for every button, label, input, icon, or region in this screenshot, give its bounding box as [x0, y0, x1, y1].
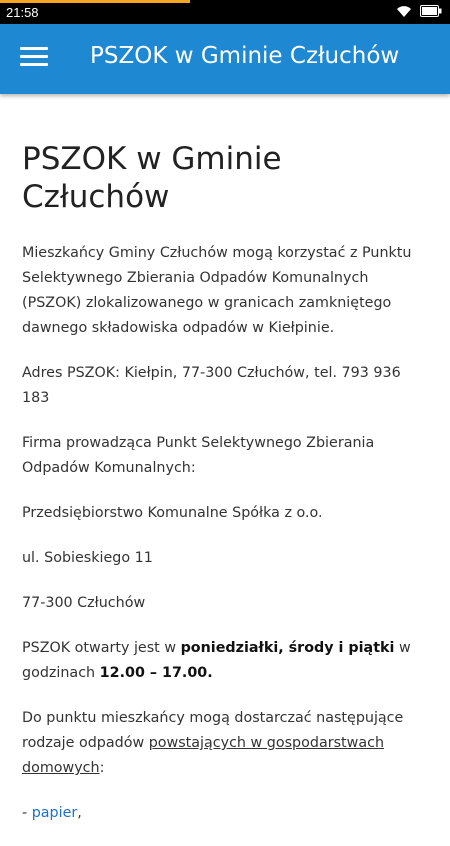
address-paragraph: Adres PSZOK: Kiełpin, 77-300 Człuchów, tel. 793 936 183	[22, 365, 401, 406]
hours-middle: w godzinach	[22, 640, 411, 681]
waste-types-paragraph	[22, 706, 432, 781]
hamburger-menu-icon[interactable]	[20, 44, 50, 74]
status-bar	[0, 0, 450, 24]
list-item-suffix: ,	[77, 805, 82, 821]
wifi-icon	[396, 4, 412, 18]
hours-time: 12.00 – 17.00.	[99, 665, 213, 681]
article-content	[22, 140, 432, 846]
waste-suffix: :	[99, 760, 105, 776]
battery-icon	[420, 5, 442, 17]
status-icons	[396, 4, 442, 18]
company-street: ul. Sobieskiego 11	[22, 550, 153, 566]
hours-days: poniedziałki, środy i piątki	[180, 640, 395, 656]
status-time: 21:58	[6, 5, 39, 20]
list-item	[22, 801, 432, 826]
operator-label: Firma prowadząca Punkt Selektywnego Zbierania Odpadów Komunalnych:	[22, 435, 375, 476]
waste-underlined: powstających w gospodarstwach domowych	[22, 735, 385, 776]
intro-paragraph: Mieszkańcy Gminy Człuchów mogą korzystać z Punktu Selektywnego Zbierania Odpadów Komunalnych (PSZOK) zlokalizowanego w granicach zamkniętego dawnego składowiska odpadów w Kiełpinie.	[22, 245, 412, 336]
list-dash: -	[22, 805, 32, 821]
app-title: PSZOK w Gminie Człuchów	[90, 43, 400, 69]
link-papier[interactable]: papier	[31, 805, 78, 821]
loading-progress-bar	[0, 0, 190, 3]
app-bar	[0, 24, 450, 94]
opening-hours-paragraph	[22, 636, 432, 686]
company-name: Przedsiębiorstwo Komunalne Spółka z o.o.	[22, 505, 323, 521]
company-city: 77-300 Człuchów	[22, 595, 146, 611]
hours-prefix: PSZOK otwarty jest w	[22, 640, 181, 656]
waste-prefix: Do punktu mieszkańcy mogą dostarczać następujące rodzaje odpadów	[22, 710, 404, 751]
page-title: PSZOK w Gminie Człuchów	[22, 141, 282, 215]
